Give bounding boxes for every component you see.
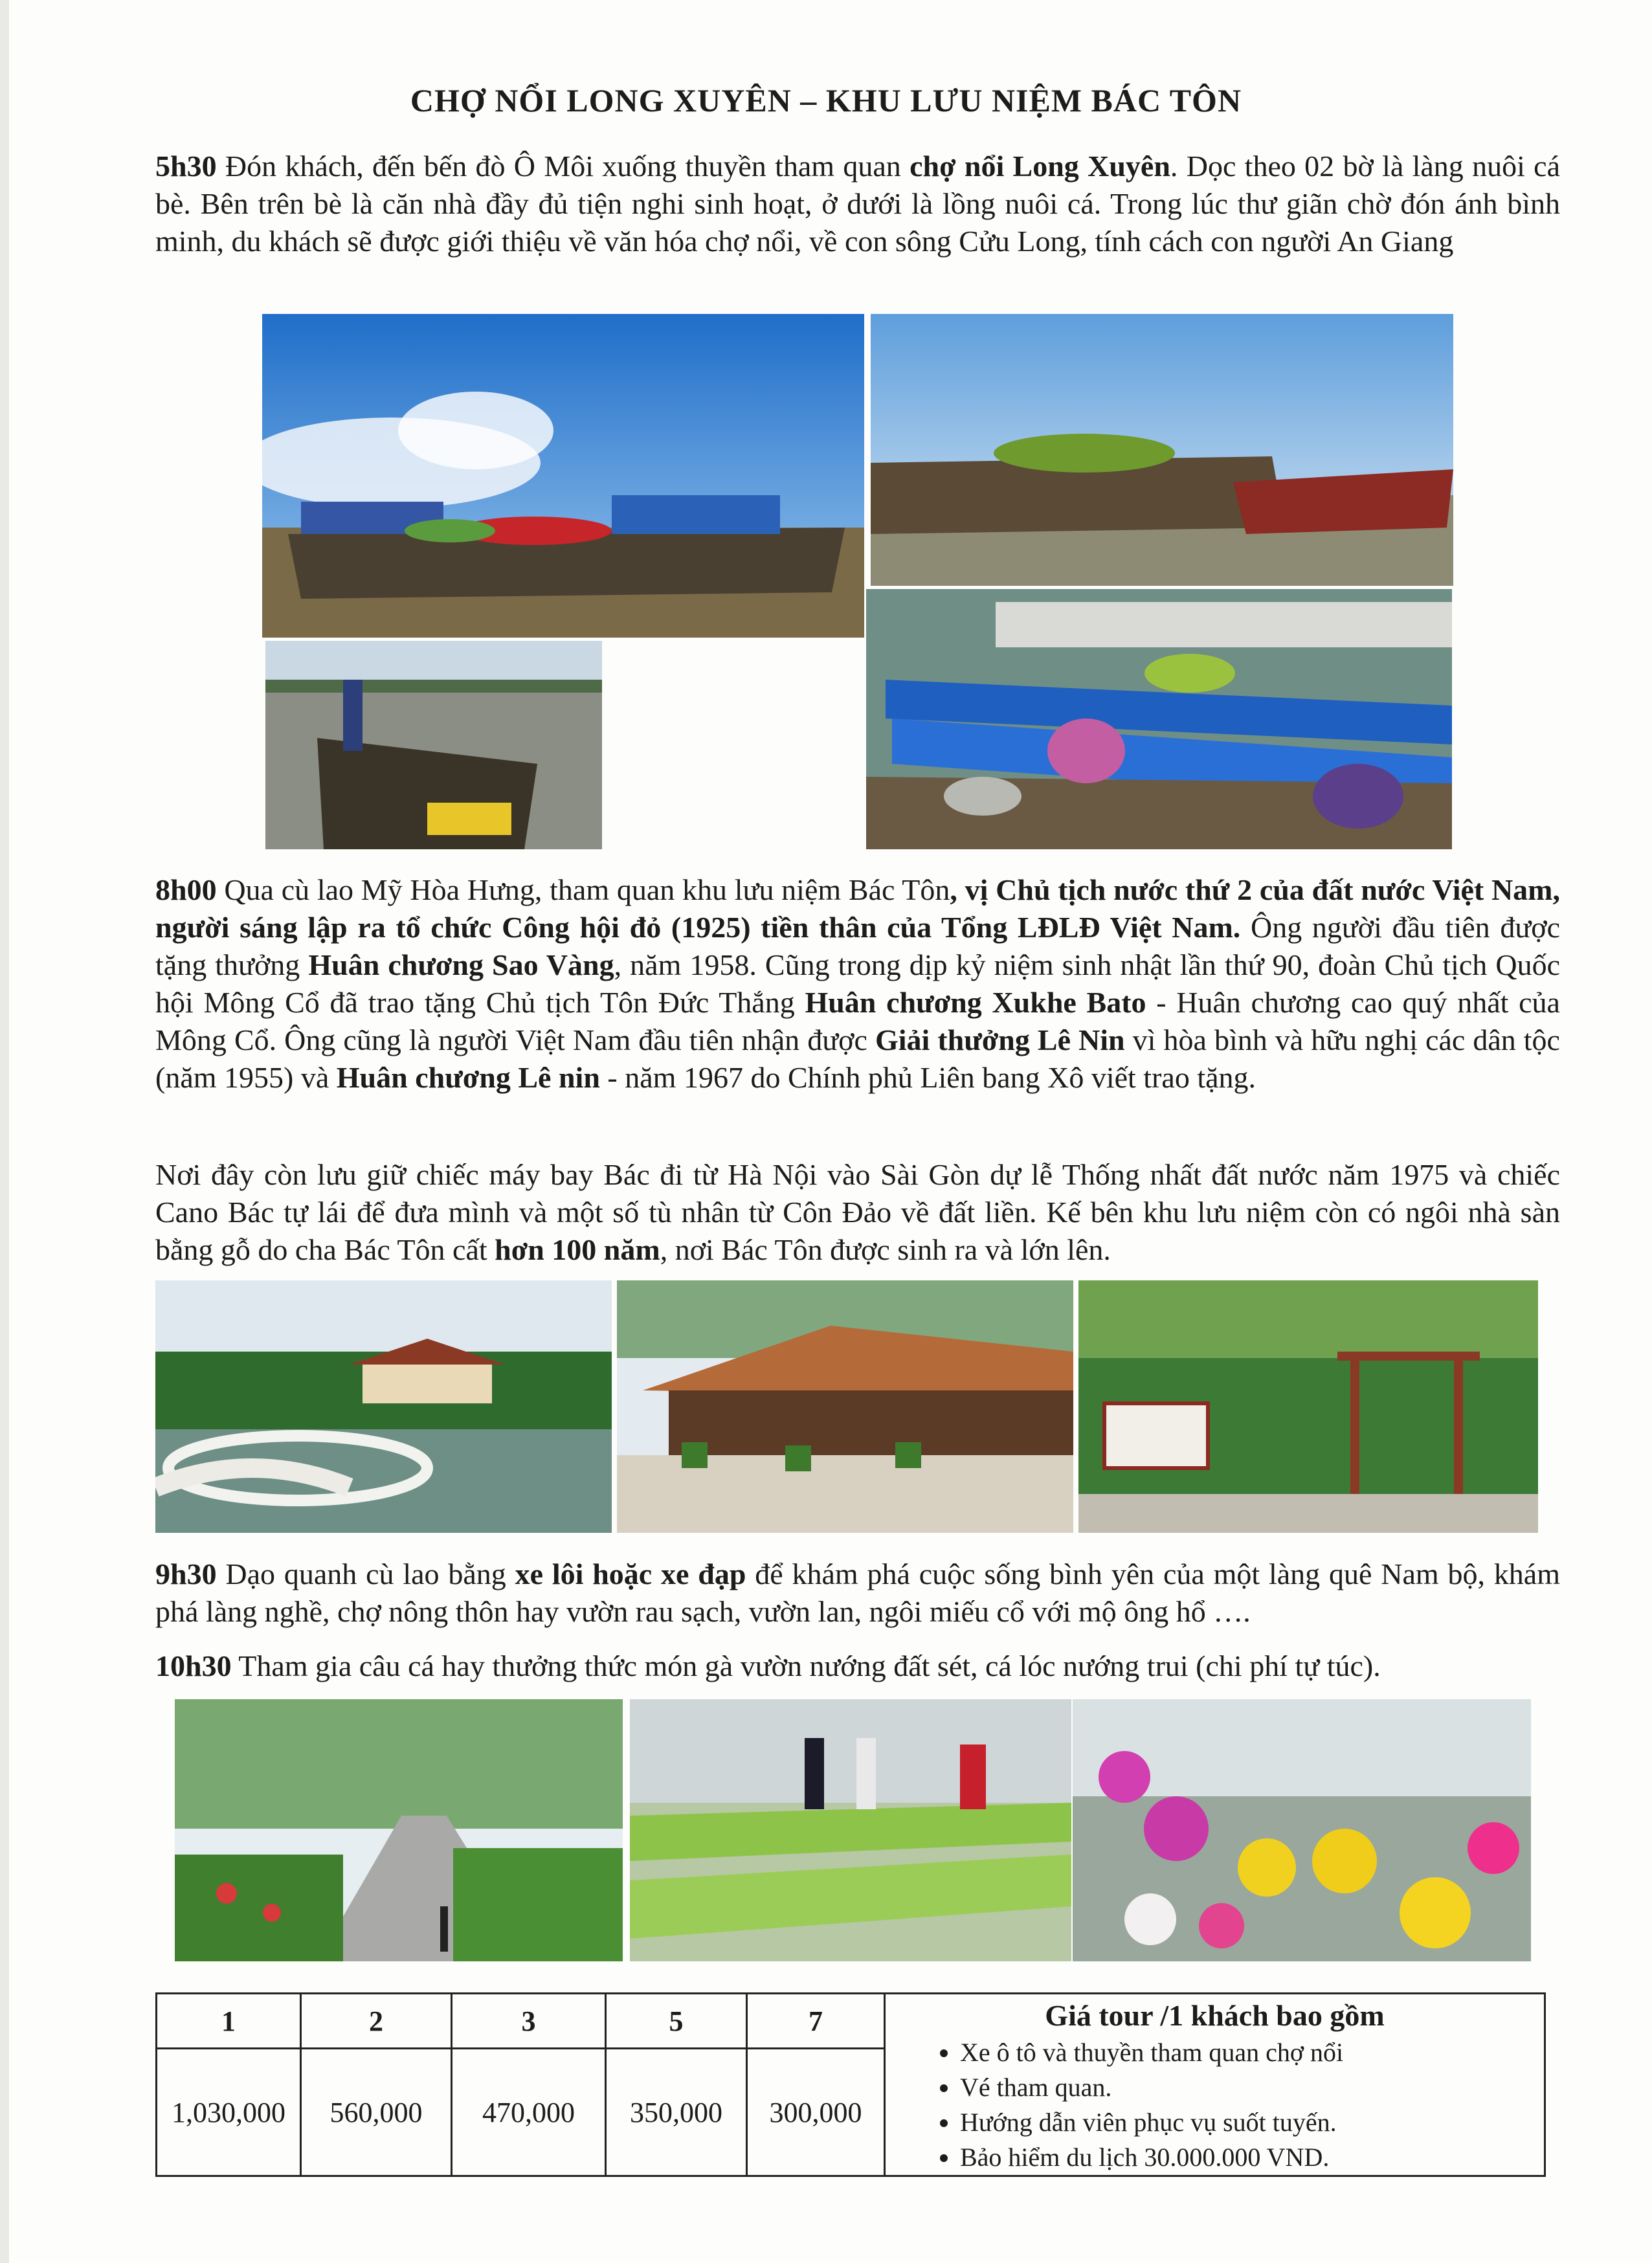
paragraph-9h30 — [155, 1555, 1560, 1631]
highlight: xe lôi hoặc xe đạp — [515, 1557, 746, 1590]
price-table — [155, 1992, 1546, 2177]
pax-header: 5 — [606, 1994, 747, 2049]
text: Đón khách, đến bến đò Ô Môi xuống thuyền tham quan — [216, 150, 910, 183]
price-value: 560,000 — [301, 2049, 452, 2176]
photo-food-boat — [866, 589, 1452, 849]
price-table-header-row — [157, 1994, 1545, 2049]
paragraph-8h00 — [155, 871, 1560, 1097]
text: để khám phá cuộc sống bình yên của một làng quê Nam bộ, khám phá làng nghề, chợ nông thôn hay vườn rau sạch, vườn lan, ngôi miếu cổ với mộ ông hổ …. — [155, 1557, 1560, 1628]
photo-stilt-house — [617, 1280, 1073, 1533]
time-8h00: 8h00 — [155, 873, 217, 906]
highlight: Huân chương Sao Vàng — [308, 948, 614, 981]
includes-item: • Xe ô tô và thuyền tham quan chợ nổi — [960, 2035, 1544, 2070]
highlight: chợ nổi Long Xuyên — [910, 150, 1170, 183]
time-5h30: 5h30 — [155, 150, 217, 183]
text: vì hòa bình và hữu nghị các dân tộc (năm 1955) và — [155, 1023, 1560, 1094]
pax-header: 2 — [301, 1994, 452, 2049]
text: Dạo quanh cù lao bằng — [216, 1557, 515, 1590]
includes-title: Giá tour /1 khách bao gồm — [1045, 1999, 1385, 2032]
text: - năm 1967 do Chính phủ Liên bang Xô viết trao tặng. — [599, 1061, 1256, 1094]
photo-floating-market-2 — [871, 314, 1453, 586]
page-title: CHỢ NỔI LONG XUYÊN – KHU LƯU NIỆM BÁC TÔN — [410, 82, 1242, 118]
photo-boat-woman — [265, 641, 602, 849]
paragraph-10h30 — [155, 1647, 1560, 1685]
photo-orchid-garden — [1073, 1699, 1531, 1961]
pax-header: 7 — [747, 1994, 885, 2049]
text: - Huân chương cao quý nhất của Mông Cổ. Ông cũng là người Việt Nam đầu tiên nhận được — [155, 986, 1560, 1056]
photo-memorial-gate — [1078, 1280, 1538, 1533]
photo-cycling — [175, 1699, 623, 1961]
photo-vegetable-greenhouse — [630, 1699, 1071, 1961]
photo-memorial-temple — [155, 1280, 612, 1533]
scan-edge — [0, 0, 9, 2263]
highlight: , vị Chủ tịch nước thứ 2 của đất nước Việt Nam, người sáng lập ra tổ chức Công hội đỏ (1925) tiền thân của Tổng LĐLĐ Việt Nam. — [155, 873, 1560, 944]
paragraph-5h30 — [155, 148, 1560, 260]
includes-cell — [885, 1994, 1545, 2176]
highlight: hơn 100 năm — [495, 1233, 660, 1266]
highlight: Giải thưởng Lê Nin — [875, 1023, 1125, 1056]
includes-item: • Hướng dẫn viên phục vụ suốt tuyến. — [960, 2105, 1544, 2140]
includes-item: • Bảo hiểm du lịch 30.000.000 VND. — [960, 2140, 1544, 2175]
photo-floating-market-1 — [262, 314, 864, 638]
text: , năm 1958. Cũng trong dịp kỷ niệm sinh nhật lần thứ 90, đoàn Chủ tịch Quốc hội Mông Cổ đã trao tặng Chủ tịch Tôn Đức Thắng — [155, 948, 1560, 1019]
pax-header: 1 — [157, 1994, 301, 2049]
time-9h30: 9h30 — [155, 1557, 217, 1590]
text: Tham gia câu cá hay thưởng thức món gà vườn nướng đất sét, cá lóc nướng trui (chi phí tự túc). — [231, 1649, 1381, 1682]
text: , nơi Bác Tôn được sinh ra và lớn lên. — [660, 1233, 1111, 1266]
price-value: 300,000 — [747, 2049, 885, 2176]
price-value: 350,000 — [606, 2049, 747, 2176]
text: Qua cù lao Mỹ Hòa Hưng, tham quan khu lưu niệm Bác Tôn — [216, 873, 950, 906]
price-value: 470,000 — [452, 2049, 606, 2176]
text: Nơi đây còn lưu giữ chiếc máy bay Bác đi từ Hà Nội vào Sài Gòn dự lễ Thống nhất đất nước năm 1975 và chiếc Cano Bác tự lái để đưa mình và một số tù nhân từ Côn Đảo về đất liền. Kế bên khu lưu niệm còn có ngôi nhà sàn bằng gỗ do cha Bác Tôn cất — [155, 1158, 1560, 1266]
text: . Dọc theo 02 bờ là làng nuôi cá bè. Bên trên bè là căn nhà đầy đủ tiện nghi sinh hoạt, ở dưới là lồng nuôi cá. Trong lúc thư giãn chờ đón ánh bình minh, du khách sẽ được giới thiệu về văn hóa chợ nổi, về con sông Cửu Long, tính cách con người An Giang — [155, 150, 1561, 258]
price-value: 1,030,000 — [157, 2049, 301, 2176]
highlight: Huân chương Xukhe Bato — [805, 986, 1146, 1019]
includes-item: • Vé tham quan. — [960, 2070, 1544, 2105]
text: Ông người đầu tiên được tặng thưởng — [155, 911, 1561, 981]
highlight: Huân chương Lê nin — [336, 1061, 600, 1094]
paragraph-memorial — [155, 1156, 1560, 1269]
pax-header: 3 — [452, 1994, 606, 2049]
includes-list — [886, 2035, 1544, 2175]
time-10h30: 10h30 — [155, 1649, 232, 1682]
